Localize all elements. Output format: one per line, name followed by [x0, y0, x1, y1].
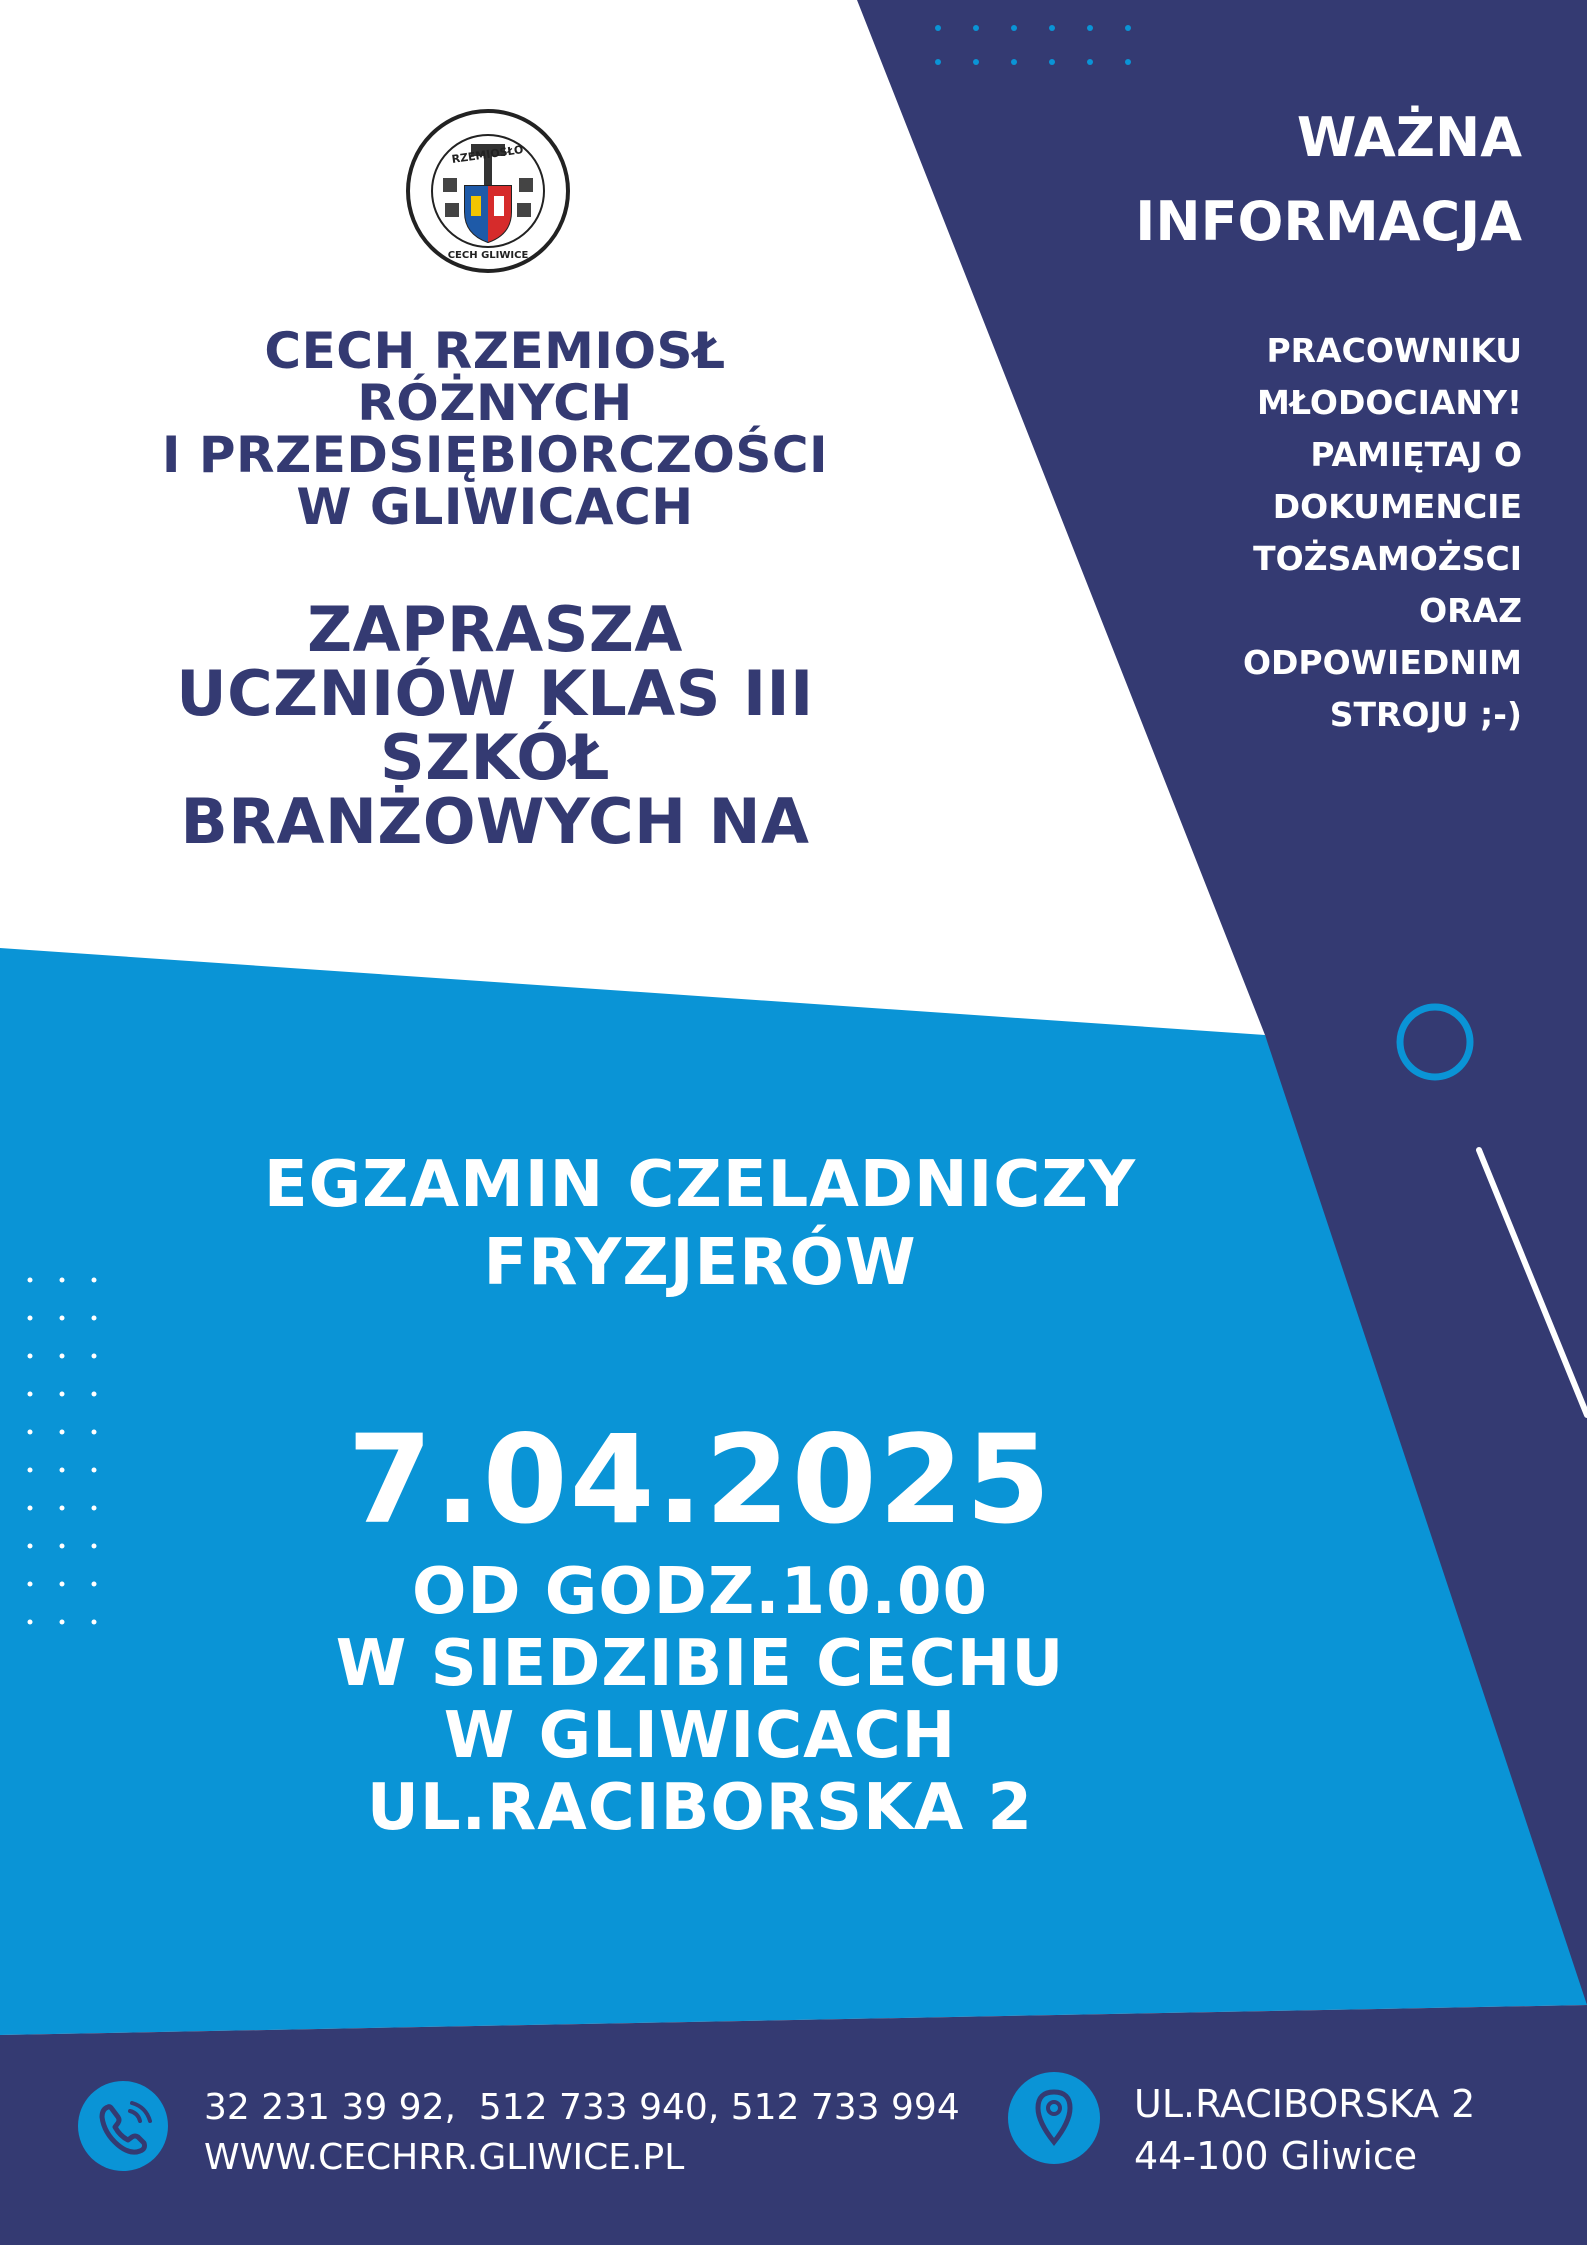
exam-title-line: EGZAMIN CZELADNICZY	[263, 1148, 1137, 1222]
decorative-dot	[92, 1582, 97, 1587]
decorative-dot	[28, 1468, 33, 1473]
decorative-dot	[28, 1278, 33, 1283]
decorative-dot	[28, 1620, 33, 1625]
decorative-dot	[28, 1316, 33, 1321]
decorative-dot	[28, 1430, 33, 1435]
decorative-dot	[1011, 25, 1017, 31]
phone-icon	[78, 2081, 168, 2171]
decorative-dot	[92, 1392, 97, 1397]
note-line: PRACOWNIKU	[1266, 331, 1522, 370]
decorative-dot	[1125, 25, 1131, 31]
exam-title	[170, 1146, 1230, 1302]
note-line: ORAZ	[1419, 591, 1522, 630]
footer-address	[1134, 2078, 1564, 2182]
organization-title	[120, 322, 870, 536]
decorative-dot	[1125, 59, 1131, 65]
important-info-note	[1160, 325, 1522, 741]
exam-details	[200, 1556, 1200, 1844]
decorative-dot	[60, 1278, 65, 1283]
note-line: PAMIĘTAJ O	[1310, 435, 1522, 474]
exam-date: 7.04.2025	[347, 1409, 1053, 1551]
decorative-dot	[28, 1354, 33, 1359]
invitation-text	[110, 593, 880, 858]
note-line: ODPOWIEDNIM	[1242, 643, 1522, 682]
address-city: 44-100 Gliwice	[1134, 2134, 1418, 2178]
decorative-dot	[60, 1620, 65, 1625]
dots-pattern-top	[930, 20, 1140, 70]
note-line: MŁODOCIANY!	[1257, 383, 1522, 422]
dots-pattern-left	[20, 1272, 110, 1642]
decorative-dot	[1011, 59, 1017, 65]
detail-line: W GLIWICACH	[443, 1699, 957, 1773]
ring-decoration	[1393, 1000, 1477, 1084]
title-line: W GLIWICACH	[296, 478, 694, 536]
decorative-dot	[92, 1430, 97, 1435]
decorative-dot	[60, 1392, 65, 1397]
footer-contact	[204, 2083, 984, 2183]
decorative-dot	[28, 1544, 33, 1549]
title-line: I PRZEDSIĘBIORCZOŚCI	[161, 426, 829, 484]
decorative-dot	[935, 59, 941, 65]
decorative-dot	[92, 1544, 97, 1549]
decorative-dot	[92, 1354, 97, 1359]
decorative-dot	[92, 1506, 97, 1511]
decorative-dot	[60, 1430, 65, 1435]
decorative-dot	[28, 1582, 33, 1587]
decorative-dot	[60, 1468, 65, 1473]
phone-numbers: 32 231 39 92, 512 733 940, 512 733 994	[204, 2087, 960, 2128]
decorative-dot	[28, 1392, 33, 1397]
heading-line: INFORMACJA	[1135, 190, 1522, 253]
decorative-dot	[60, 1582, 65, 1587]
decorative-dot	[60, 1544, 65, 1549]
detail-line: UL.RACIBORSKA 2	[366, 1771, 1034, 1845]
invite-line: ZAPRASZA	[307, 593, 683, 666]
logo-bottom-text: CECH GLIWICE	[447, 250, 529, 261]
note-line: STROJU ;-)	[1329, 695, 1522, 734]
detail-line: W SIEDZIBIE CECHU	[335, 1627, 1065, 1701]
decorative-dot	[28, 1506, 33, 1511]
note-line: TOŻSAMOŻSCI	[1253, 539, 1522, 578]
decorative-dot	[973, 25, 979, 31]
invite-line: SZKÓŁ	[380, 721, 610, 794]
note-line: DOKUMENCIE	[1272, 487, 1522, 526]
exam-title-line: FRYZJERÓW	[483, 1226, 917, 1300]
invite-line: UCZNIÓW KLAS III	[176, 657, 814, 730]
decorative-dot	[1087, 59, 1093, 65]
decorative-dot	[1049, 59, 1055, 65]
important-info-heading	[1060, 96, 1522, 264]
decorative-dot	[973, 59, 979, 65]
decorative-dot	[1049, 25, 1055, 31]
diagonal-line-decoration	[1470, 1145, 1587, 1420]
decorative-dot	[92, 1316, 97, 1321]
decorative-dot	[92, 1278, 97, 1283]
decorative-dot	[1087, 25, 1093, 31]
logo-top-text: RZEMIOSŁO	[450, 143, 525, 167]
decorative-dot	[60, 1506, 65, 1511]
address-street: UL.RACIBORSKA 2	[1134, 2082, 1476, 2126]
website-link[interactable]: WWW.CECHRR.GLIWICE.PL	[204, 2137, 685, 2178]
decorative-dot	[60, 1354, 65, 1359]
detail-line: OD GODZ.10.00	[411, 1555, 989, 1629]
decorative-dot	[60, 1316, 65, 1321]
title-line: CECH RZEMIOSŁ	[264, 322, 726, 380]
guild-logo	[405, 108, 571, 274]
invite-line: BRANŻOWYCH NA	[180, 785, 810, 858]
decorative-dot	[92, 1468, 97, 1473]
decorative-dot	[92, 1620, 97, 1625]
heading-line: WAŻNA	[1296, 106, 1522, 169]
decorative-dot	[935, 25, 941, 31]
title-line: RÓŻNYCH	[357, 374, 633, 432]
location-pin-icon	[1008, 2072, 1100, 2164]
